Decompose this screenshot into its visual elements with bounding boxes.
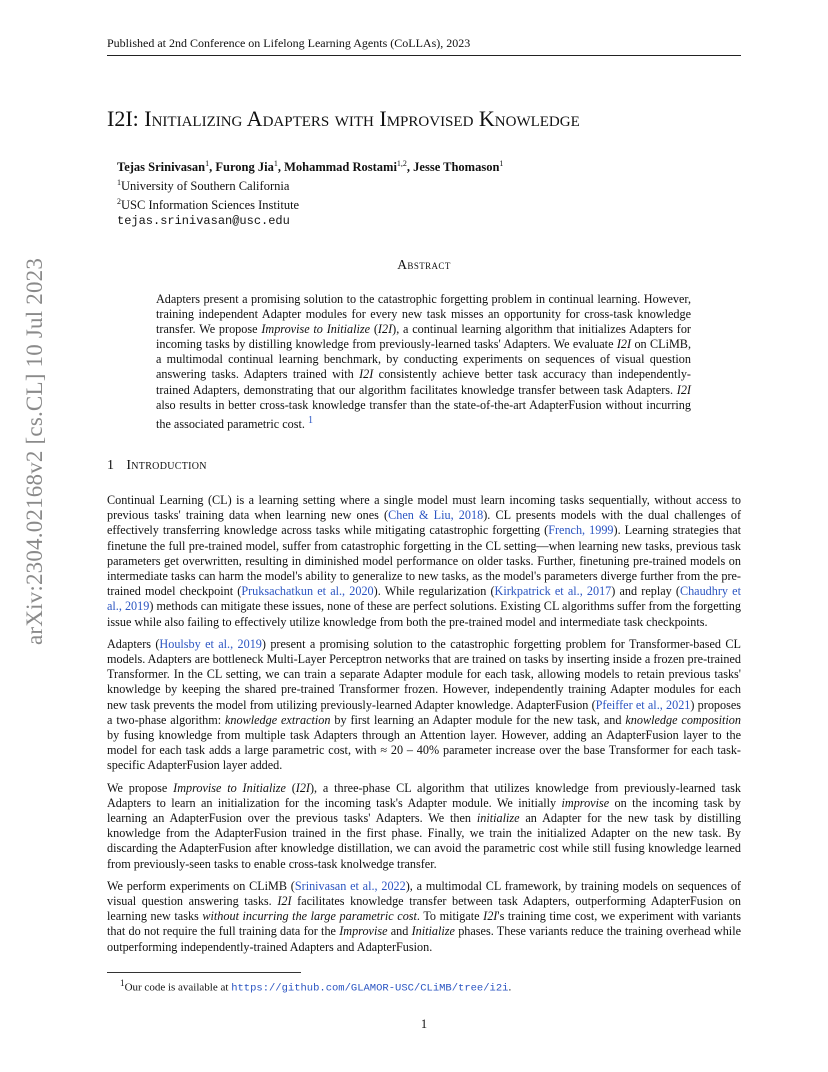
citation-link[interactable]: Pruksachatkun et al., 2020 <box>241 584 374 599</box>
author-name: Tejas Srinivasan <box>117 160 206 175</box>
affiliation-mark: 1,2 <box>396 159 407 168</box>
author-name: Furong Jia <box>215 160 274 175</box>
affiliation-mark: 1 <box>205 159 210 168</box>
body-text <box>107 493 741 962</box>
page-number: 1 <box>420 1017 428 1031</box>
abstract-heading: Abstract <box>397 257 451 272</box>
affiliation-mark: 1 <box>499 159 504 168</box>
citation-link[interactable]: Chaudhry et al., 2019 <box>107 584 741 614</box>
citation-link[interactable]: Houlsby et al., 2019 <box>159 636 262 651</box>
affiliation-mark: 2 <box>117 197 121 207</box>
abstract-text: Adapters present a promising solution to the catastrophic forgetting problem in continual learning. However, training independent Adapter modules for every new task misses an opportunity for cross-task knowledge transfer. We propose Improvise to Initialize (I2I), a continual learning algorithm that initializes Adapters for incoming tasks by distilling knowledge from previously-learned tasks' Adapters. We evaluate I2I on CLiMB, a multimodal continual learning benchmark, by conducting experiments on sequences of visual question answering tasks. Adapters trained with I2I consistently achieve better task accuracy than independently-trained Adapters, demonstrating that our algorithm facilitates knowledge transfer between task Adapters. I2I also results in better cross-task knowledge transfer than the state-of-the-art AdapterFusion without incurring the associated parametric cost. $^1$ <box>156 292 691 431</box>
footnote-rule <box>107 972 301 973</box>
author-name: Jesse Thomason <box>413 160 500 175</box>
footnote: $^1$Our code is available at https://github.com/GLAMOR-USC/CLiMB/tree/i2i. <box>120 978 512 995</box>
affiliation-1 <box>117 175 677 194</box>
citation-link[interactable]: Kirkpatrick et al., 2017 <box>494 584 612 599</box>
citation-link[interactable]: Chen & Liu, 2018 <box>388 508 484 523</box>
paragraph-2: Adapters (Houlsby et al., 2019) present a promising solution to the catastrophic forgetting problem for Transformer-based CL models. Adapters are bottleneck Multi-Layer Perceptron networks that are trained on tasks by inserting inside a frozen pre-trained Transformer. In the CL setting, we can train a separate Adapter module for each task, allowing models to retain previous tasks' knowledge by keeping the shared pre-trained Transformer frozen. However, independently training Adapter modules for each new task prevents the model from utilizing previously-learned Adapter knowledge. AdapterFusion (Pfeiffer et al., 2021) proposes a two-phase algorithm: knowledge extraction by first learning an Adapter module for the new task, and knowledge composition by fusing knowledge from multiple task Adapters through an Attention layer. However, adding an AdapterFusion layer to the model for each task adds a large parametric cost, with ≈ 20 – 40% parameter increase over the base Transformer for each task-specific AdapterFusion layer added. <box>107 636 742 773</box>
code-repository-link[interactable]: https://github.com/GLAMOR-USC/CLiMB/tree/i2i <box>231 982 509 995</box>
paragraph-4: We perform experiments on CLiMB (Srinivasan et al., 2022), a multimodal CL framework, by training models on sequences of visual question answering tasks. I2I facilitates knowledge transfer between task Adapters, outperforming AdapterFusion on learning new tasks without incurring the large parametric cost. To mitigate I2I's training time cost, we experiment with variants that do not require the full training data for the Improvise and Initialize phases. These variants reduce the training overhead while outperforming independently-trained Adapters and AdapterFusion. <box>107 878 741 954</box>
arxiv-identifier-stamp: arXiv:2304.02168v2 [cs.CL] 10 Jul 2023 <box>22 257 47 645</box>
footnote-mark: 1 <box>120 978 125 988</box>
affiliation-text: USC Information Sciences Institute <box>121 198 300 213</box>
affiliation-2 <box>117 194 677 213</box>
citation-link[interactable]: Pfeiffer et al., 2021 <box>595 697 691 712</box>
section-heading <box>107 458 207 474</box>
affiliation-mark: 1 <box>117 178 121 188</box>
section-title: Introduction <box>126 458 207 473</box>
paper-title: I2I: Initializing Adapters with Improvised Knowledge <box>107 106 580 131</box>
paragraph-1: Continual Learning (CL) is a learning setting where a single model must learn incoming tasks sequentially, without access to previous tasks' training data when learning new ones (Chen & Liu, 2018). CL presents models with the dual challenges of effectively transferring knowledge across tasks while mitigating catastrophic forgetting (French, 1999). Learning strategies that finetune the full pre-trained model, suffer from catastrophic forgetting in the CL setting—when learning new tasks, previous task parameters get overwritten, resulting in diminished model performance on older tasks. Further, finetuning pre-trained models on intermediate tasks can harm the model's ability to generalize to new tasks, as the model's parameters diverge further from the pre-trained model checkpoint (Pruksachatkun et al., 2020). While regularization (Kirkpatrick et al., 2017) and replay (Chaudhry et al., 2019) methods can mitigate these issues, none of these are perfect solutions. Existing CL algorithms suffer from the forgetting issue while also failing to effectively utilize knowledge from both the pre-trained model and intermediate task checkpoints. <box>107 493 742 629</box>
affiliation-text: University of Southern California <box>121 179 290 194</box>
affiliation-mark: 1 <box>273 159 278 168</box>
paragraph-3: We propose Improvise to Initialize (I2I), a three-phase CL algorithm that utilizes knowledge from previously-learned task Adapters to learn an initialization for the incoming task's Adapter module. We initially improvise on the incoming task by learning an AdapterFusion over the previous tasks' Adapters. We then initialize an Adapter for the new task by distilling knowledge from the AdapterFusion trained in the first phase. Finally, we train the initialized Adapter on the new task. By discarding the AdapterFusion after knowledge distillation, we can avoid the parametric cost while still fusing knowledge learned from previously-seen tasks to enable cross-task knolwedge transfer. <box>107 780 741 871</box>
citation-link[interactable]: French, 1999 <box>548 523 614 538</box>
running-header: Published at 2nd Conference on Lifelong Learning Agents (CoLLAs), 2023 <box>107 36 741 56</box>
author-names: Tejas Srinivasan$^1$, Furong Jia$^1$, Mohammad Rostami$^{1,2}$, Jesse Thomason$^1$ <box>117 159 504 175</box>
section-number: 1 <box>107 458 115 473</box>
author-block <box>117 156 677 229</box>
author-name: Mohammad Rostami <box>284 160 397 175</box>
author-email[interactable]: tejas.srinivasan@usc.edu <box>117 214 290 229</box>
citation-link[interactable]: Srinivasan et al., 2022 <box>294 878 406 893</box>
footnote-link[interactable]: 1 <box>307 414 314 426</box>
